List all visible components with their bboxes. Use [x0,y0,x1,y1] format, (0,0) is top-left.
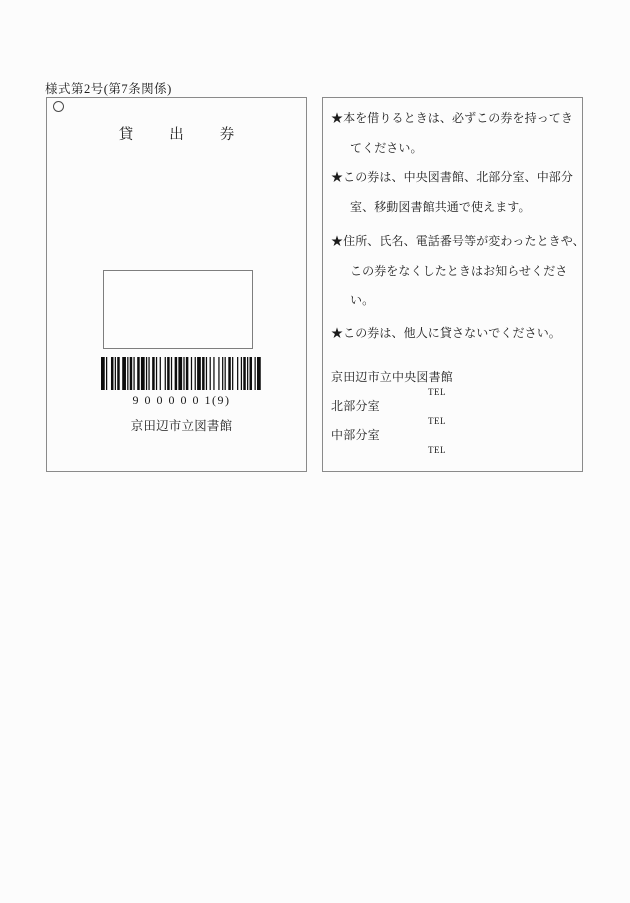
note-line: てください。 [350,140,423,155]
contact-tel-label: TEL [428,445,446,455]
note-line: ★この券は、中央図書館、北部分室、中部分 [331,170,574,184]
instructions-panel [322,97,583,472]
note-line: ★本を借りるときは、必ずこの券を持ってき [331,111,574,125]
card-title-char: 出 [169,127,184,143]
instruction-notes [323,98,585,348]
contact-name: 北部分室 [331,399,380,413]
contact-name: 中部分室 [331,428,380,442]
contact-name: 京田辺市立中央図書館 [331,370,454,384]
barcode-number: 9 0 0 0 0 0 1(9) [132,393,231,407]
card-title-char: 貸 [118,127,134,143]
note-line: 室、移動図書館共通で使えます。 [350,199,531,214]
lending-card-panel [46,97,307,472]
list-item [331,319,576,349]
note-line: ★この券は、他人に貸さないでください。 [331,325,561,340]
barcode-block [101,357,262,433]
library-name: 京田辺市立図書館 [130,419,233,433]
list-item [331,227,585,316]
note-line: この券をなくしたときはお知らせくださ [350,263,568,278]
list-item [331,104,576,163]
barcode-icon [101,357,262,390]
note-line: い。 [350,293,375,307]
circle-mark-icon [53,101,64,112]
note-line: ★住所、氏名、電話番号等が変わったときや、 [331,234,585,248]
list-item [331,163,576,222]
card-title-char: 券 [219,127,235,143]
form-number-label: 様式第2号(第7条関係) [45,82,172,96]
name-box [103,270,253,349]
contact-tel-label: TEL [428,387,446,397]
contact-list [323,370,582,457]
card-title [47,128,306,143]
contact-tel-label: TEL [428,416,446,426]
